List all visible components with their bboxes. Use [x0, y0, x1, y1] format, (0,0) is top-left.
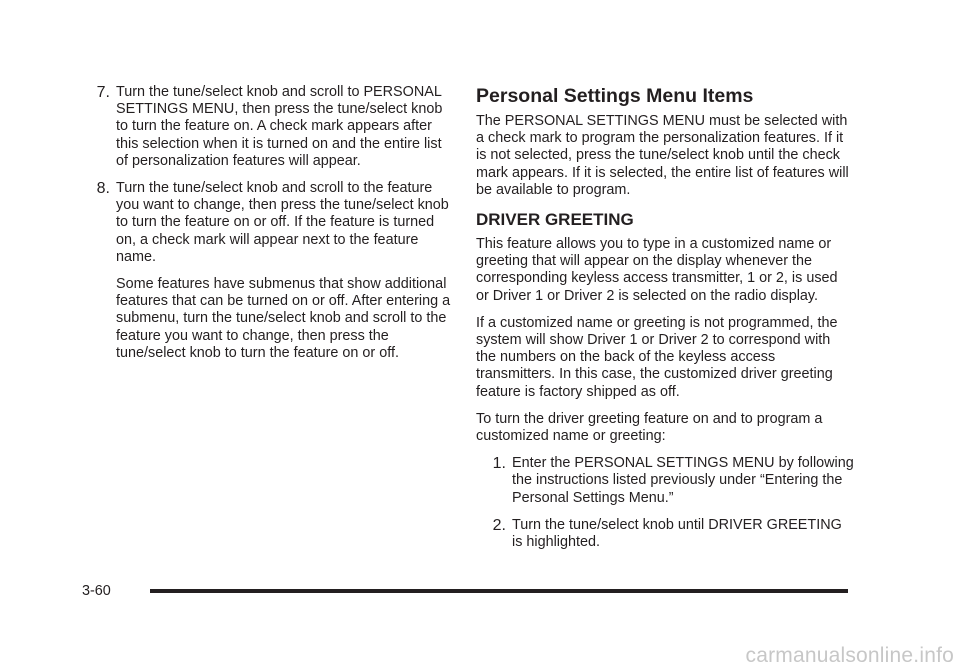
page-number: 3-60	[82, 583, 111, 599]
step-7	[80, 84, 452, 170]
paragraph: This feature allows you to type in a customized name or greeting that will appear on the display whenever the corresponding keyless access transmitter, 1 or 2, is used or Driver 1 or Driver 2 is selected on the radio display.	[476, 236, 838, 304]
step-text: Turn the tune/select knob and scroll to the feature you want to change, then press the tune/select knob to turn the feature on or off. If the feature is turned on, a check mark will appear next to the feature name.	[116, 180, 449, 265]
watermark: carmanualsonline.info	[745, 644, 954, 667]
left-column	[80, 84, 452, 362]
step-number: 2.	[492, 516, 506, 534]
step-text: Turn the tune/select knob until DRIVER GREETING is highlighted.	[512, 516, 842, 551]
subsection-title: DRIVER GREETING	[476, 210, 634, 230]
section-intro: The PERSONAL SETTINGS MENU must be selected with a check mark to program the personalization features. If it is not selected, press the tune/select knob until the check mark appears. If it is selected, the entire list of features will be available to program.	[476, 113, 849, 198]
paragraph: To turn the driver greeting feature on and to program a customized name or greeting:	[476, 410, 823, 445]
footer-rule	[150, 589, 848, 593]
greeting-step-2	[481, 517, 854, 551]
paragraph: If a customized name or greeting is not programmed, the system will show Driver 1 or Driver 2 to correspond with the numbers on the back of the keyless access transmitters. In this case, the customized driver greeting feature is factory shipped as off.	[476, 314, 838, 400]
step-note: Some features have submenus that show additional features that can be turned on or off. After entering a submenu, turn the tune/select knob and scroll to the feature you want to change, then press the tune/select knob to turn the feature on or off.	[116, 276, 451, 361]
step-text: Turn the tune/select knob and scroll to PERSONAL SETTINGS MENU, then press the tune/select knob to turn the feature on. A check mark appears after this selection when it is turned on and the entire list of personalization features will appear.	[116, 84, 443, 169]
step-number: 8.	[96, 180, 110, 198]
section-title: Personal Settings Menu Items	[476, 85, 754, 107]
step-text: Enter the PERSONAL SETTINGS MENU by following the instructions listed previously under “Entering the Personal Settings Menu.”	[512, 455, 854, 506]
right-column	[476, 84, 854, 561]
step-number: 1.	[492, 455, 506, 473]
step-number: 7.	[96, 84, 110, 101]
step-8	[80, 180, 452, 266]
greeting-step-1	[481, 455, 854, 507]
